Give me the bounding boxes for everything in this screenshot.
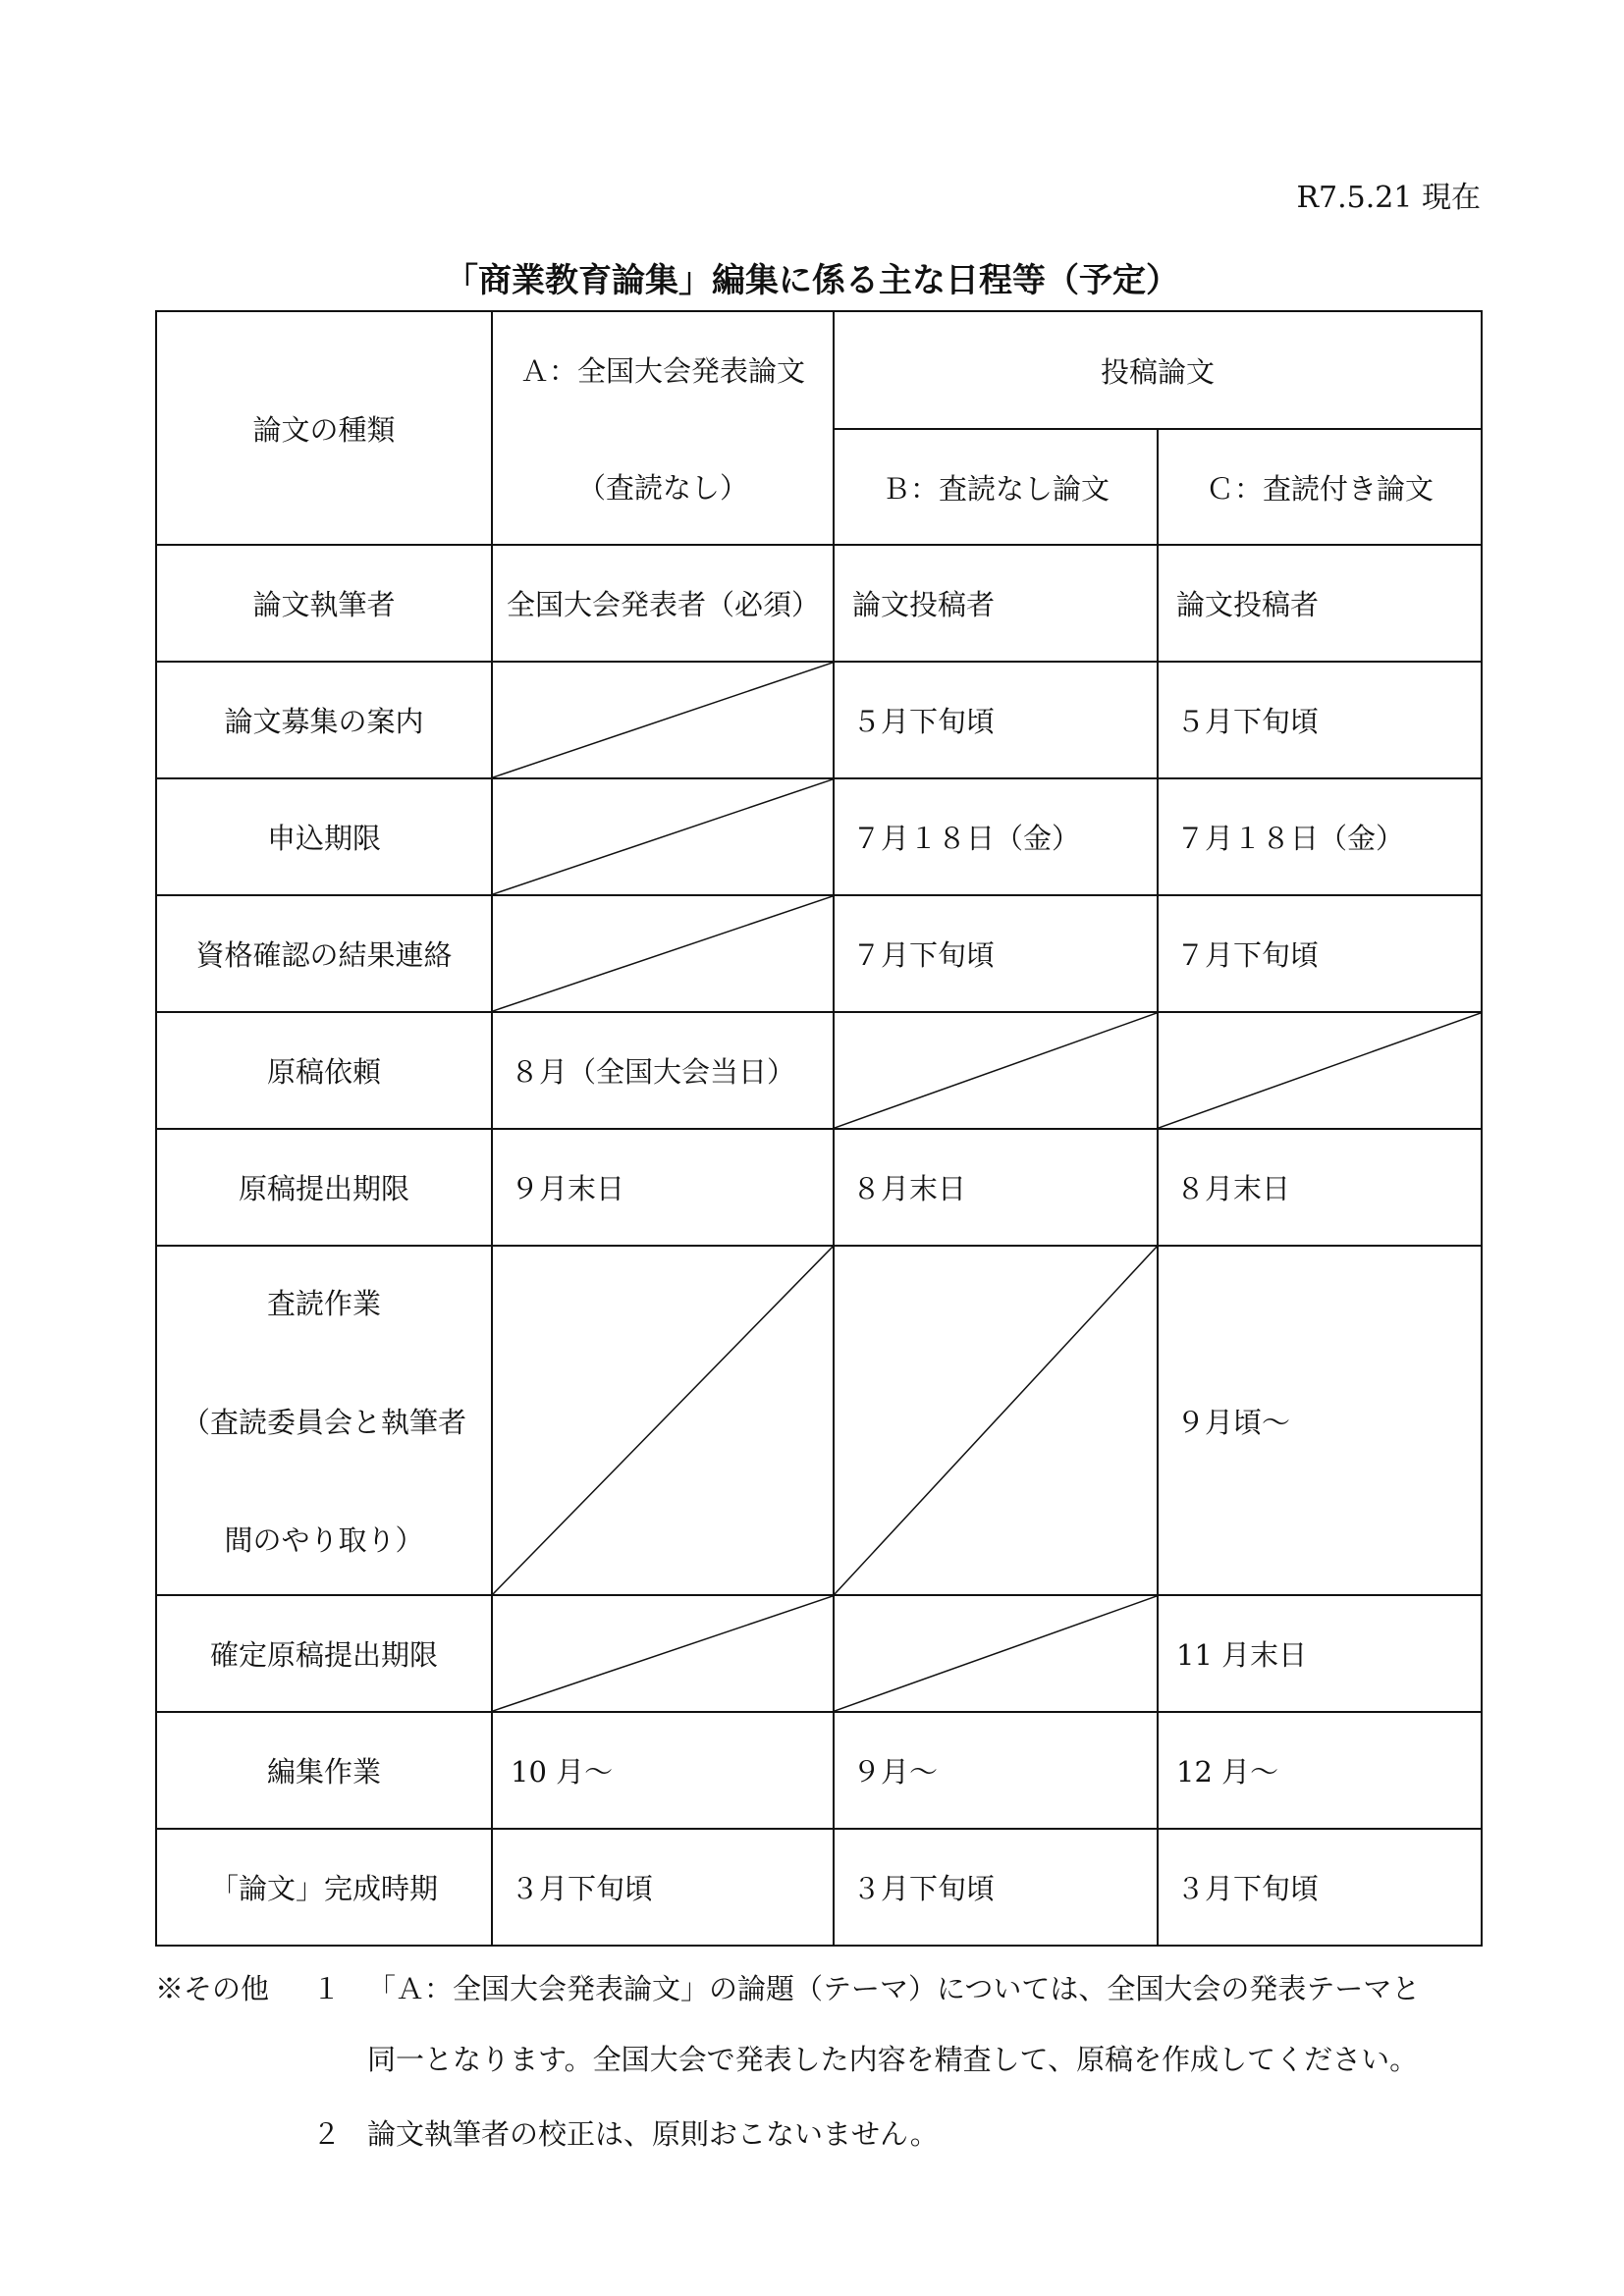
header-kind: [155, 310, 493, 546]
row-label-text: 申込期限: [266, 822, 381, 855]
row-cell-b-text: 論文投稿者: [852, 588, 996, 621]
row-label: [155, 894, 493, 1013]
row-cell-a-text: 10 月～: [511, 1755, 614, 1789]
notes-prefix: ※その他: [155, 1972, 270, 2005]
row-cell-a-na: [491, 1594, 835, 1713]
row-cell-b: [833, 544, 1159, 663]
not-applicable-slash: [493, 1596, 833, 1711]
row-cell-a: [491, 544, 835, 663]
row-cell-b-na: [833, 1011, 1159, 1130]
row-cell-a: [491, 1711, 835, 1830]
row-cell-b-text: ３月下旬頃: [852, 1872, 996, 1905]
row-cell-a-na: [491, 894, 835, 1013]
header-col-a: [491, 310, 835, 546]
row-cell-a-text: ９月末日: [511, 1172, 625, 1205]
row-label: [155, 661, 493, 779]
row-cell-c-text: ７月１８日（金）: [1176, 822, 1405, 855]
not-applicable-slash: [835, 1013, 1157, 1128]
row-cell-a-na: [491, 1245, 835, 1596]
row-label: [155, 1828, 493, 1947]
header-col-b: [833, 428, 1159, 546]
row-label-text: 編集作業: [266, 1755, 381, 1789]
row-cell-c-text: ５月下旬頃: [1176, 705, 1320, 738]
row-cell-c: [1157, 1828, 1483, 1947]
row-label-text: 「論文」完成時期: [209, 1872, 438, 1905]
row-cell-c: [1157, 777, 1483, 896]
header-col-a-line2: （査読なし）: [576, 471, 748, 505]
row-cell-b: [833, 777, 1159, 896]
note-1-number: １: [312, 1972, 342, 2005]
note-1-line1: 「Ａ：全国大会発表論文」の論題（テーマ）については、全国大会の発表テーマと: [367, 1972, 1421, 2005]
row-label-text: 論文募集の案内: [224, 705, 424, 738]
row-label: [155, 777, 493, 896]
not-applicable-slash: [493, 896, 833, 1011]
row-label: [155, 544, 493, 663]
row-cell-a: [491, 1011, 835, 1130]
not-applicable-slash: [493, 663, 833, 777]
row-cell-b: [833, 661, 1159, 779]
row-cell-a-text: 全国大会発表者（必須）: [507, 588, 821, 621]
header-col-c: [1157, 428, 1483, 546]
header-kind-label: 論文の種類: [252, 412, 396, 447]
row-cell-a-text: ８月（全国大会当日）: [511, 1055, 796, 1089]
row-cell-b-text: ５月下旬頃: [852, 705, 996, 738]
row-label-text: 資格確認の結果連絡: [195, 938, 453, 972]
row-cell-a: [491, 1128, 835, 1247]
row-cell-c: [1157, 894, 1483, 1013]
row-label-text: 原稿依頼: [266, 1055, 381, 1089]
row-cell-c-na: [1157, 1011, 1483, 1130]
row-cell-a-na: [491, 661, 835, 779]
row-cell-a: [491, 1828, 835, 1947]
row-label-line: 間のやり取り）: [224, 1523, 424, 1557]
header-col-c-label: Ｃ：査読付き論文: [1205, 471, 1434, 506]
row-cell-c-text: ９月頃～: [1176, 1405, 1291, 1439]
not-applicable-slash: [835, 1247, 1157, 1594]
row-cell-b: [833, 1828, 1159, 1947]
row-cell-b: [833, 894, 1159, 1013]
not-applicable-slash: [493, 1247, 833, 1594]
row-cell-c: [1157, 544, 1483, 663]
not-applicable-slash: [1159, 1013, 1481, 1128]
row-cell-b-na: [833, 1594, 1159, 1713]
row-cell-c-text: ７月下旬頃: [1176, 938, 1320, 972]
row-label-text: 確定原稿提出期限: [209, 1638, 438, 1672]
header-submitted-label: 投稿論文: [1100, 354, 1215, 389]
row-label-text: 原稿提出期限: [238, 1172, 409, 1205]
row-label-line: 査読作業: [266, 1287, 381, 1320]
row-cell-c: [1157, 1594, 1483, 1713]
header-col-b-label: Ｂ：査読なし論文: [881, 471, 1110, 506]
row-cell-b-na: [833, 1245, 1159, 1596]
row-cell-b-text: ７月下旬頃: [852, 938, 996, 972]
note-1-line2: 同一となります。全国大会で発表した内容を精査して、原稿を作成してください。: [367, 2043, 1419, 2076]
row-cell-a-na: [491, 777, 835, 896]
row-cell-a-text: ３月下旬頃: [511, 1872, 654, 1905]
row-label-text: 論文執筆者: [252, 588, 396, 621]
row-cell-b-text: ８月末日: [852, 1172, 967, 1205]
row-cell-b-text: ７月１８日（金）: [852, 822, 1081, 855]
row-label-multiline: [155, 1245, 493, 1596]
row-cell-c: [1157, 1128, 1483, 1247]
row-cell-c: [1157, 1711, 1483, 1830]
header-submitted: [833, 310, 1483, 430]
row-cell-c-text: 12 月～: [1176, 1755, 1279, 1789]
row-cell-c: [1157, 1245, 1483, 1596]
row-cell-b-text: ９月～: [852, 1755, 939, 1789]
row-cell-c-text: 論文投稿者: [1176, 588, 1320, 621]
row-cell-c: [1157, 661, 1483, 779]
note-2-text: 論文執筆者の校正は、原則おこないません。: [367, 2117, 939, 2151]
row-cell-b: [833, 1128, 1159, 1247]
row-label-line: （査読委員会と執筆者: [181, 1405, 466, 1439]
not-applicable-slash: [493, 779, 833, 894]
not-applicable-slash: [835, 1596, 1157, 1711]
as-of-date: R7.5.21 現在: [1296, 181, 1481, 215]
note-2-number: ２: [312, 2117, 342, 2151]
row-label: [155, 1011, 493, 1130]
row-cell-b: [833, 1711, 1159, 1830]
row-label: [155, 1128, 493, 1247]
row-label: [155, 1711, 493, 1830]
row-label: [155, 1594, 493, 1713]
row-cell-c-text: ３月下旬頃: [1176, 1872, 1320, 1905]
header-col-a-line1: Ａ：全国大会発表論文: [519, 354, 805, 388]
row-cell-c-text: 11 月末日: [1176, 1638, 1308, 1672]
row-cell-c-text: ８月末日: [1176, 1172, 1291, 1205]
page-title: 「商業教育論集」編集に係る主な日程等（予定）: [445, 261, 1179, 300]
